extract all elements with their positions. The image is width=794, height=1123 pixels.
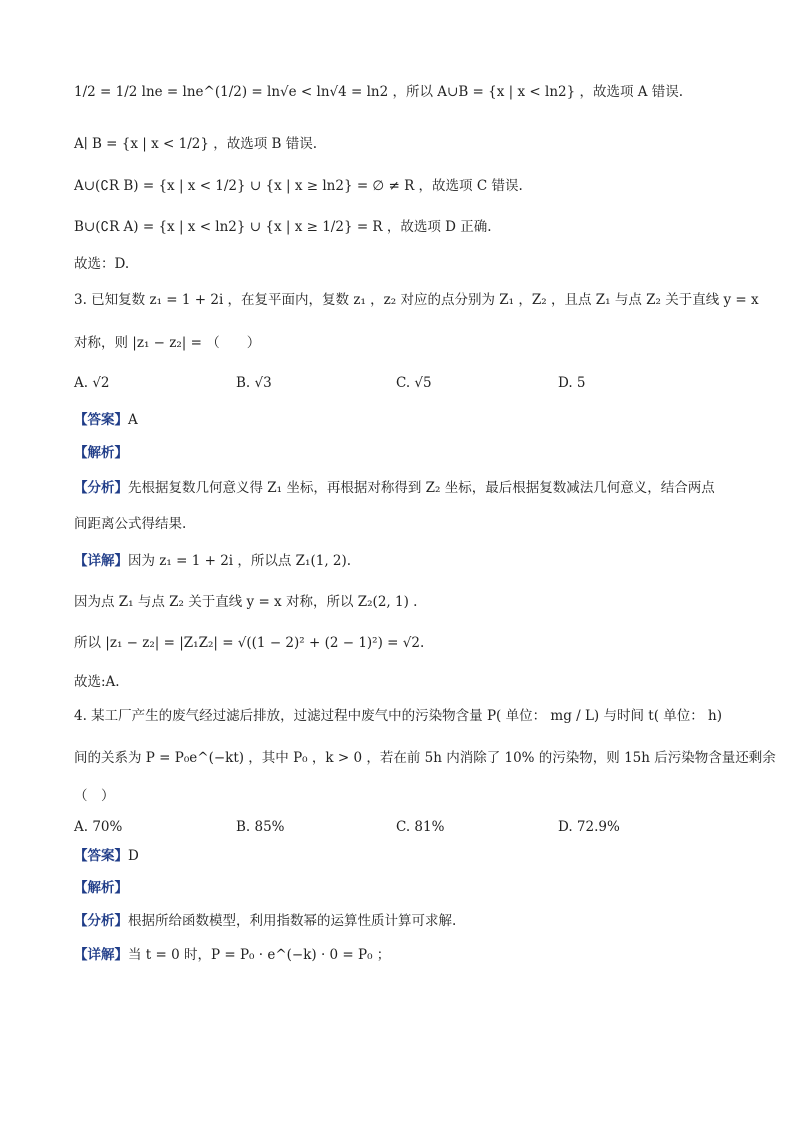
detail-text-1: 因为 z₁ = 1 + 2i ，所以点 Z₁(1, 2). [128,553,352,569]
solution-line-3: A∪(∁R B) = {x | x < 1/2} ∪ {x | x ≥ ln2} = ∅ ≠ R ，故选项 C 错误. [74,178,523,194]
solution-line-1: 1/2 = 1/2 lne = lne^(1/2) = ln√e < ln√4 = ln2 ，所以 A∪B = {x | x < ln2} ，故选项 A 错误. [74,84,684,100]
q3-fenxi-1 [74,478,754,498]
fenxi-text-1: 先根据复数几何意义得 Z₁ 坐标，再根据对称得到 Z₂ 坐标，最后根据复数减法几何意义，结合两点 [128,480,715,496]
q4-fenxi [74,911,754,931]
question-4-stem-1: 4. 某工厂产生的废气经过滤后排放，过滤过程中废气中的污染物含量 P( 单位： mg / L) 与时间 t( 单位： h) [74,708,723,724]
question-4-stem-2: 间的关系为 P = P₀e^(−kt) ，其中 P₀ ，k > 0 ，若在前 5h 内消除了 10% 的污染物，则 15h 后污染物含量还剩余 [74,750,776,766]
q4-detail-1 [74,945,754,965]
analysis-tag: 【解析】 [74,445,128,461]
fenxi-tag: 【分析】 [74,480,128,496]
question-3-stem-1: 3. 已知复数 z₁ = 1 + 2i ，在复平面内，复数 z₁ ，z₂ 对应的点分别为 Z₁ ，Z₂ ，且点 Z₁ 与点 Z₂ 关于直线 y = x [74,292,759,308]
q3-answer [74,410,754,430]
solution-line-4: B∪(∁R A) = {x | x < ln2} ∪ {x | x ≥ 1/2} = R ，故选项 D 正确. [74,219,492,235]
q3-option-b: B. √3 [236,375,272,391]
detail-text-1: 当 t = 0 时，P = P₀ · e^(−k) · 0 = P₀ ； [128,947,391,963]
q3-option-c: C. √5 [396,375,432,391]
solution-line-2: A∣ B = {x | x < 1/2} ，故选项 B 错误. [74,136,318,152]
q3-detail-2: 因为点 Z₁ 与点 Z₂ 关于直线 y = x 对称，所以 Z₂(2, 1) . [74,594,418,610]
q4-option-d: D. 72.9% [558,819,620,835]
q3-detail-1 [74,551,754,571]
answer-tag: 【答案】 [74,848,128,864]
q4-answer [74,846,754,866]
question-3-stem-2: 对称，则 |z₁ − z₂| = （ ） [74,335,261,351]
q3-detail-3: 所以 |z₁ − z₂| = |Z₁Z₂| = √((1 − 2)² + (2 − 1)²) = √2. [74,635,425,651]
q3-option-d: D. 5 [558,375,586,391]
detail-tag: 【详解】 [74,553,128,569]
q4-option-c: C. 81% [396,819,445,835]
q4-option-b: B. 85% [236,819,285,835]
fenxi-tag: 【分析】 [74,913,128,929]
q3-analysis-heading [74,443,754,463]
answer-value: D [128,848,139,864]
solution-conclusion: 故选：D. [74,256,130,272]
answer-value: A [128,412,138,428]
q4-option-a: A. 70% [74,819,123,835]
fenxi-text: 根据所给函数模型，利用指数幂的运算性质计算可求解. [128,913,457,929]
q3-fenxi-2: 间距离公式得结果. [74,516,187,532]
q3-option-a: A. √2 [74,375,110,391]
q4-analysis-heading [74,878,754,898]
answer-tag: 【答案】 [74,412,128,428]
analysis-tag: 【解析】 [74,880,128,896]
question-4-stem-3: （ ） [74,788,115,804]
q3-conclusion: 故选:A. [74,674,120,690]
detail-tag: 【详解】 [74,947,128,963]
